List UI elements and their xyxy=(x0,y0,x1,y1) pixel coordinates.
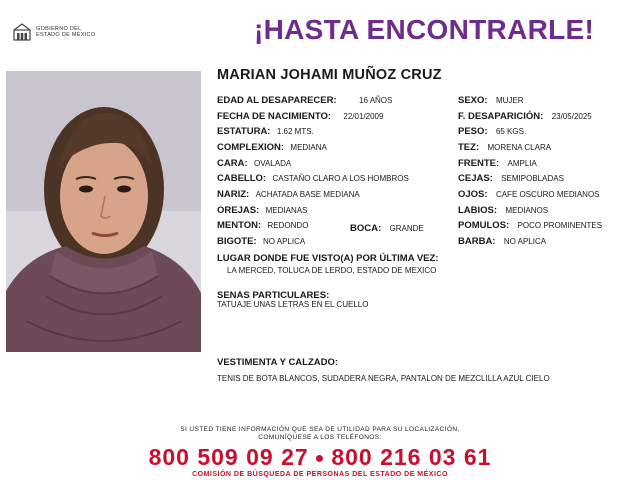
field-label: F. DESAPARICIÓN: xyxy=(458,111,544,122)
field-nariz xyxy=(217,189,360,200)
field-label: PESO: xyxy=(458,126,488,137)
field-label: SEXO: xyxy=(458,95,488,106)
clothing-label: VESTIMENTA Y CALZADO: xyxy=(217,357,339,368)
logo-text xyxy=(36,26,95,39)
field-label: POMULOS: xyxy=(458,220,510,231)
field-estatura xyxy=(217,126,314,137)
field-value: 1.62 MTS. xyxy=(276,127,314,136)
field-value: CAFE OSCURO MEDIANOS xyxy=(495,190,600,199)
field-label: MENTON: xyxy=(217,220,262,231)
commission-name: COMISIÓN DE BÚSQUEDA DE PERSONAS DEL ESTADO DE MÉXICO xyxy=(192,471,448,478)
field-complexion xyxy=(217,142,327,153)
field-label: OREJAS: xyxy=(217,205,260,216)
field-boca xyxy=(350,223,424,234)
phone-number-2: 800 216 03 61 xyxy=(331,444,492,470)
field-peso xyxy=(458,126,526,137)
field-fecha-desaparicion xyxy=(458,111,592,122)
field-label: BARBA: xyxy=(458,236,496,247)
field-label: CEJAS: xyxy=(458,173,493,184)
field-value: GRANDE xyxy=(389,224,424,233)
missing-person-photo xyxy=(6,71,201,352)
field-value: MORENA CLARA xyxy=(487,143,552,152)
field-bigote xyxy=(217,236,305,247)
field-edad xyxy=(217,95,392,106)
field-value: OVALADA xyxy=(253,159,292,168)
field-label: CARA: xyxy=(217,158,248,169)
field-value: MUJER xyxy=(495,96,524,105)
field-value: AMPLIA xyxy=(507,159,537,168)
logo-line-2: ESTADO DE MÉXICO xyxy=(36,32,96,38)
field-pomulos xyxy=(458,220,602,231)
field-sexo xyxy=(458,95,524,106)
person-name: MARIAN JOHAMI MUÑOZ CRUZ xyxy=(217,67,442,83)
last-seen-label: LUGAR DONDE FUE VISTO(A) POR ÚLTIMA VEZ: xyxy=(217,253,439,264)
field-label: COMPLEXION: xyxy=(217,142,285,153)
field-fecha-nacimiento xyxy=(217,111,383,122)
distinguishing-marks-label: SENAS PARTICULARES: xyxy=(217,290,330,301)
field-value: MEDIANOS xyxy=(505,206,549,215)
logo-line-1: GOBIERNO DEL xyxy=(36,25,82,32)
field-frente xyxy=(458,158,537,169)
field-barba xyxy=(458,236,546,247)
field-label: FECHA DE NACIMIENTO: xyxy=(217,111,331,122)
distinguishing-marks-value: TATUAJE UNAS LETRAS EN EL CUELLO xyxy=(217,300,369,309)
field-value: 22/01/2009 xyxy=(343,112,384,121)
field-label: LABIOS: xyxy=(458,205,498,216)
field-ojos xyxy=(458,189,600,200)
field-value: 16 AÑOS xyxy=(359,96,393,105)
field-value: MEDIANA xyxy=(290,143,327,152)
field-value: ACHATADA BASE MEDIANA xyxy=(255,190,360,199)
field-value: SEMIPOBLADAS xyxy=(501,174,564,183)
field-value: REDONDO xyxy=(267,221,309,230)
field-label: BIGOTE: xyxy=(217,236,257,247)
clothing-value: TENIS DE BOTA BLANCOS, SUDADERA NEGRA, PANTALON DE MEZCLILLA AZUL CIELO xyxy=(217,374,550,383)
bullet-separator-icon: ● xyxy=(314,449,326,467)
field-label: FRENTE: xyxy=(458,158,500,169)
phone-numbers xyxy=(0,444,640,471)
field-value: 65 KGS. xyxy=(495,127,527,136)
field-label: EDAD AL DESAPARECER: xyxy=(217,95,337,106)
field-value: MEDIANAS xyxy=(265,206,308,215)
field-cara xyxy=(217,158,291,169)
field-cabello xyxy=(217,173,409,184)
state-government-logo xyxy=(12,22,95,42)
state-emblem-icon xyxy=(12,22,32,42)
field-label: BOCA: xyxy=(350,223,382,234)
field-value: NO APLICA xyxy=(503,237,547,246)
field-value: CASTAÑO CLARO A LOS HOMBROS xyxy=(272,174,409,183)
field-label: NARIZ: xyxy=(217,189,250,200)
field-label: ESTATURA: xyxy=(217,126,271,137)
contact-note-line-1: SI USTED TIENE INFORMACIÓN QUE SEA DE UTILIDAD PARA SU LOCALIZACIÓN, xyxy=(180,426,460,433)
field-labios xyxy=(458,205,548,216)
field-cejas xyxy=(458,173,564,184)
field-label: CABELLO: xyxy=(217,173,267,184)
field-menton xyxy=(217,220,308,231)
field-label: TEZ: xyxy=(458,142,480,153)
field-value: NO APLICA xyxy=(262,237,306,246)
headline: ¡HASTA ENCONTRARLE! xyxy=(254,14,595,45)
field-orejas xyxy=(217,205,307,216)
contact-note-line-2: COMUNÍQUESE A LOS TELÉFONOS: xyxy=(258,434,382,441)
field-value: POCO PROMINENTES xyxy=(517,221,603,230)
field-value: 23/05/2025 xyxy=(551,112,592,121)
last-seen-value: LA MERCED, TOLUCA DE LERDO, ESTADO DE MEXICO xyxy=(227,266,437,275)
field-tez xyxy=(458,142,551,153)
phone-number-1: 800 509 09 27 xyxy=(148,444,309,470)
field-label: OJOS: xyxy=(458,189,488,200)
